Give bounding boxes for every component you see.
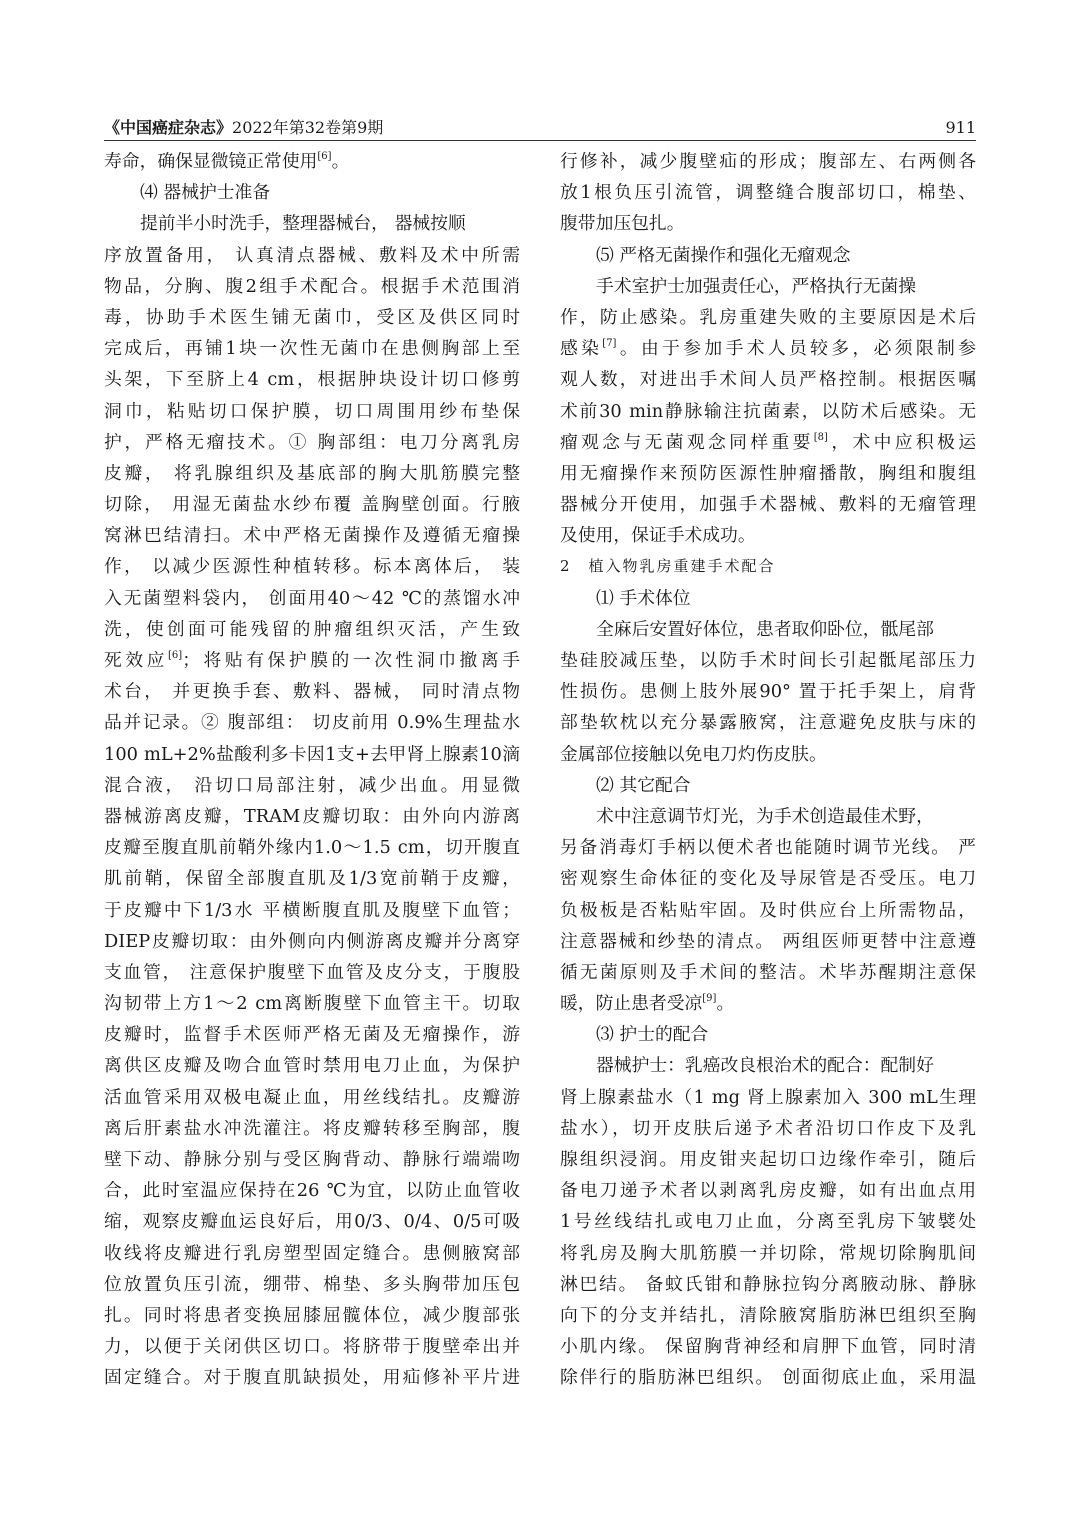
text-line — [104, 957, 520, 988]
line-text: 行修补，减少腹壁疝的形成；腹部左、右两侧各 — [560, 151, 976, 172]
line-text: ⑵ 其它配合 — [596, 774, 691, 796]
line-text: 切除， 用湿无菌盐水纱布覆 盖胸壁创面。行腋 — [104, 494, 520, 516]
line-text: 力，以便于关闭供区切口。将脐带于腹壁牵出并 — [104, 1336, 520, 1358]
text-line — [560, 707, 976, 738]
line-text: 头架，下至脐上4 cm，根据肿块设计切口修剪 — [104, 369, 520, 391]
line-text: 小肌内缘。 保留胸背神经和肩胛下血管，同时清 — [560, 1336, 976, 1358]
line-text: ⑴ 手术体位 — [596, 587, 691, 609]
line-text: 洞巾，粘贴切口保护膜，切口周围用纱布垫保 — [104, 400, 520, 422]
text-line — [104, 208, 520, 239]
line-text: 密观察生命体征的变化及导尿管是否受压。电刀 — [560, 868, 976, 890]
line-text: 离供区皮瓣及吻合血管时禁用电刀止血，为保护 — [104, 1055, 520, 1077]
text-line — [560, 302, 976, 333]
text-line — [560, 1362, 976, 1393]
line-text: 术中注意调节灯光，为手术创造最佳术野， — [596, 805, 934, 827]
line-text: 部垫软枕以充分暴露腋窝，注意避免皮肤与床的 — [560, 712, 976, 734]
line-text: 作，防止感染。乳房重建失败的主要原因是术后 — [560, 306, 976, 328]
line-text: DIEP皮瓣切取：由外侧向内侧游离皮瓣并分离穿 — [104, 930, 520, 952]
text-line — [560, 396, 976, 427]
line-text: 毒，协助手术医生铺无菌巾，受区及供区同时 — [104, 306, 520, 328]
line-text: 活血管采用双极电凝止血，用丝线结扎。皮瓣游 — [104, 1086, 520, 1108]
line-text-tail: 。 — [331, 151, 350, 172]
line-text: 死效应 — [104, 650, 169, 671]
line-text: 皮瓣， 将乳腺组织及基底部的胸大肌筋膜完整 — [104, 462, 520, 484]
text-line — [104, 801, 520, 832]
line-text: 肾上腺素盐水（1 mg 肾上腺素加入 300 mL生理 — [560, 1086, 976, 1108]
line-text: 1号丝线结扎或电刀止血，分离至乳房下皱襞处 — [560, 1211, 976, 1233]
text-line — [560, 520, 976, 551]
line-text: 放1根负压引流管，调整缝合腹部切口，棉垫、 — [560, 182, 976, 204]
line-text: 用无瘤操作来预防医源性肿瘤播散，胸组和腹组 — [560, 462, 976, 484]
text-line — [560, 271, 976, 302]
line-text: 负极板是否粘贴牢固。及时供应台上所需物品， — [560, 899, 976, 921]
line-text: 观人数，对进出手术间人员严格控制。根据医嘱 — [560, 369, 976, 391]
line-text-tail: 。 — [716, 993, 735, 1015]
line-text: 固定缝合。对于腹直肌缺损处，用疝修补平片进 — [104, 1367, 520, 1389]
line-text: 品并记录。② 腹部组： 切皮前用 0.9%生理盐水 — [104, 712, 520, 734]
line-text: 皮瓣至腹直肌前鞘外缘内1.0～1.5 cm，切开腹直 — [104, 837, 520, 859]
text-line — [560, 988, 976, 1019]
line-text: 位放置负压引流，绷带、棉垫、多头胸带加压包 — [104, 1273, 520, 1295]
subsection-heading — [560, 240, 976, 271]
text-line — [104, 458, 520, 489]
line-text: 皮瓣时，监督手术医师严格无菌及无瘤操作，游 — [104, 1024, 520, 1046]
subsection-heading — [104, 177, 520, 208]
text-line — [560, 926, 976, 957]
text-line — [104, 333, 520, 364]
text-line — [560, 1206, 976, 1237]
header-rule — [104, 140, 976, 141]
line-text: 性损伤。患侧上肢外展90° 置于托手架上，肩背 — [560, 681, 976, 703]
text-line — [104, 676, 520, 707]
line-text: ⑷ 器械护士准备 — [140, 182, 271, 204]
line-text: 盐水），切开皮肤后递予术者沿切口作皮下及乳 — [560, 1117, 976, 1139]
text-line — [104, 1019, 520, 1050]
line-text: ⑶ 护士的配合 — [596, 1024, 709, 1046]
line-text: 术前30 min静脉输注抗菌素，以防术后感染。无 — [560, 400, 976, 422]
line-text: 物品，分胸、腹2组手术配合。根据手术范围消 — [104, 275, 520, 297]
line-text: 注意器械和纱垫的清点。 两组医师更替中注意遵 — [560, 930, 976, 952]
citation-ref: [6] — [317, 151, 332, 162]
line-text-tail: ；将贴有保护膜的一次性洞巾撤离手 — [182, 650, 520, 671]
text-line — [104, 1050, 520, 1081]
text-line — [104, 1269, 520, 1300]
line-text: 暖，防止患者受凉 — [560, 993, 703, 1015]
journal-issue: 2022年第32卷第9期 — [232, 118, 384, 137]
text-line — [104, 489, 520, 520]
line-text: 窝淋巴结清扫。术中严格无菌操作及遵循无瘤操 — [104, 525, 520, 547]
citation-ref: [7] — [602, 338, 617, 350]
line-text: 混合液， 沿切口局部注射，减少出血。用显微 — [104, 774, 520, 796]
right-column — [560, 146, 976, 1394]
line-text: 收线将皮瓣进行乳房塑型固定缝合。患侧腋窝部 — [104, 1242, 520, 1264]
subsection-heading — [560, 583, 976, 614]
line-text: 淋巴结。 备蚊氏钳和静脉拉钩分离腋动脉、静脉 — [560, 1273, 976, 1295]
line-text: 支血管， 注意保护腹壁下血管及皮分支，于腹股 — [104, 961, 520, 983]
line-text: 壁下动、静脉分别与受区胸背动、静脉行端端吻 — [104, 1149, 520, 1170]
text-line — [104, 645, 520, 676]
text-line — [104, 271, 520, 302]
line-text: 缩，观察皮瓣血运良好后，用0/3、0/4、0/5可吸 — [104, 1211, 520, 1233]
text-line — [104, 863, 520, 894]
text-line — [104, 364, 520, 395]
text-line — [104, 770, 520, 801]
text-line — [560, 645, 976, 676]
line-text: 器械分开使用，加强手术器械、敷料的无瘤管理 — [560, 494, 976, 516]
text-line — [560, 1238, 976, 1269]
text-line — [104, 1300, 520, 1331]
text-line — [104, 988, 520, 1019]
line-text: 及使用，保证手术成功。 — [560, 525, 756, 547]
text-line — [104, 832, 520, 863]
text-line — [104, 1362, 520, 1393]
journal-citation — [104, 116, 383, 140]
text-line — [560, 739, 976, 770]
text-line — [104, 520, 520, 551]
line-text: 100 mL+2%盐酸利多卡因1支+去甲肾上腺素10滴 — [104, 743, 520, 765]
line-text: 寿命，确保显微镜正常使用 — [104, 151, 318, 172]
line-text: 备电刀递予术者以剥离乳房皮瓣，如有出血点用 — [560, 1180, 976, 1202]
line-text: ⑸ 严格无菌操作和强化无瘤观念 — [596, 244, 851, 266]
text-line — [560, 177, 976, 208]
text-line — [560, 1050, 976, 1081]
text-line — [104, 1175, 520, 1206]
line-text: 沟韧带上方1～2 cm离断腹壁下血管主干。切取 — [104, 993, 520, 1015]
text-line — [104, 1206, 520, 1237]
text-line — [560, 364, 976, 395]
text-line — [104, 551, 520, 582]
text-line — [104, 427, 520, 458]
text-line — [104, 146, 520, 177]
text-line — [104, 614, 520, 645]
text-line — [560, 489, 976, 520]
line-text: 全麻后安置好体位，患者取仰卧位，骶尾部 — [596, 618, 934, 640]
citation-ref: [6] — [168, 650, 183, 661]
text-line — [560, 614, 976, 645]
line-text: 手术室护士加强责任心，严格执行无菌操 — [596, 275, 917, 297]
line-text: 向下的分支并结扎，清除腋窝脂肪淋巴组织至胸 — [560, 1304, 976, 1326]
text-line — [560, 1113, 976, 1144]
line-text: 完成后，再铺1块一次性无菌巾在患侧胸部上至 — [104, 338, 520, 360]
line-text: 器械护士：乳癌改良根治术的配合：配制好 — [596, 1055, 934, 1077]
line-text: 腺组织浸润。用皮钳夹起切口边缘作牵引，随后 — [560, 1149, 976, 1170]
subsection-heading — [560, 1019, 976, 1050]
line-text: 作， 以减少医源性种植转移。标本离体后， 装 — [104, 556, 520, 578]
text-line — [560, 208, 976, 239]
line-text: 2 植入物乳房重建手术配合 — [560, 557, 776, 576]
text-line — [560, 427, 976, 458]
text-line — [560, 863, 976, 894]
text-line — [104, 926, 520, 957]
text-line — [104, 707, 520, 738]
line-text: 洗，使创面可能残留的肿瘤组织灭活，产生致 — [104, 618, 520, 640]
line-text-tail: 。由于参加手术人员较多，必须限制参 — [616, 338, 976, 360]
text-line — [104, 739, 520, 770]
text-line — [560, 1300, 976, 1331]
line-text: 将乳房及胸大肌筋膜一并切除，常规切除胸肌间 — [560, 1242, 976, 1264]
text-line — [560, 333, 976, 364]
text-line — [104, 302, 520, 333]
text-line — [104, 583, 520, 614]
text-line — [560, 1144, 976, 1175]
text-line — [104, 1238, 520, 1269]
text-line — [104, 240, 520, 271]
line-text: 术台， 并更换手套、敷料、器械， 同时清点物 — [104, 681, 520, 703]
text-line — [560, 832, 976, 863]
line-text: 离后肝素盐水冲洗灌注。将皮瓣转移至胸部，腹 — [104, 1117, 520, 1139]
text-line — [560, 957, 976, 988]
page-number: 911 — [945, 118, 976, 137]
left-column — [104, 146, 520, 1394]
line-text: 瘤观念与无菌观念同样重要 — [560, 431, 814, 453]
citation-ref: [9] — [702, 993, 717, 1005]
line-text: 序放置备用， 认真清点器械、敷料及术中所需 — [104, 244, 520, 266]
line-text: 另备消毒灯手柄以便术者也能随时调节光线。 严 — [560, 837, 976, 859]
line-text-tail: ，术中应积极运 — [827, 431, 976, 453]
text-line — [560, 146, 976, 177]
line-text: 提前半小时洗手，整理器械台， 器械按顺 — [140, 213, 466, 235]
journal-name: 《中国癌症杂志》 — [104, 118, 233, 137]
line-text: 护，严格无瘤技术。① 胸部组：电刀分离乳房 — [104, 431, 520, 453]
text-line — [560, 1269, 976, 1300]
line-text: 循无菌原则及手术间的整洁。术毕苏醒期注意保 — [560, 961, 976, 983]
section-heading — [560, 551, 976, 582]
text-line — [560, 895, 976, 926]
line-text: 腹带加压包扎。 — [560, 213, 685, 235]
text-line — [560, 801, 976, 832]
text-line — [560, 458, 976, 489]
text-line — [104, 1082, 520, 1113]
line-text: 金属部位接触以免电刀灼伤皮肤。 — [560, 743, 827, 765]
text-line — [104, 895, 520, 926]
line-text: 除伴行的脂肪淋巴组织。 创面彻底止血，采用温 — [560, 1367, 976, 1389]
text-line — [560, 1331, 976, 1362]
text-line — [104, 396, 520, 427]
text-line — [104, 1144, 520, 1175]
text-line — [560, 676, 976, 707]
text-line — [104, 1331, 520, 1362]
line-text: 感染 — [560, 338, 603, 360]
line-text: 入无菌塑料袋内， 创面用40～42 ℃的蒸馏水冲 — [104, 587, 520, 609]
subsection-heading — [560, 770, 976, 801]
line-text: 垫硅胶减压垫，以防手术时间长引起骶尾部压力 — [560, 650, 976, 671]
line-text: 肌前鞘，保留全部腹直肌及1/3宽前鞘于皮瓣， — [104, 868, 520, 890]
line-text: 于皮瓣中下1/3水 平横断腹直肌及腹壁下血管； — [104, 899, 520, 921]
text-line — [560, 1082, 976, 1113]
line-text: 扎。同时将患者变换屈膝屈髋体位，减少腹部张 — [104, 1304, 520, 1326]
text-line — [104, 1113, 520, 1144]
running-header — [104, 116, 976, 140]
line-text: 合，此时室温应保持在26 ℃为宜，以防止血管收 — [104, 1180, 520, 1202]
text-line — [560, 1175, 976, 1206]
line-text: 器械游离皮瓣，TRAM皮瓣切取：由外向内游离 — [104, 805, 520, 827]
citation-ref: [8] — [813, 431, 828, 443]
